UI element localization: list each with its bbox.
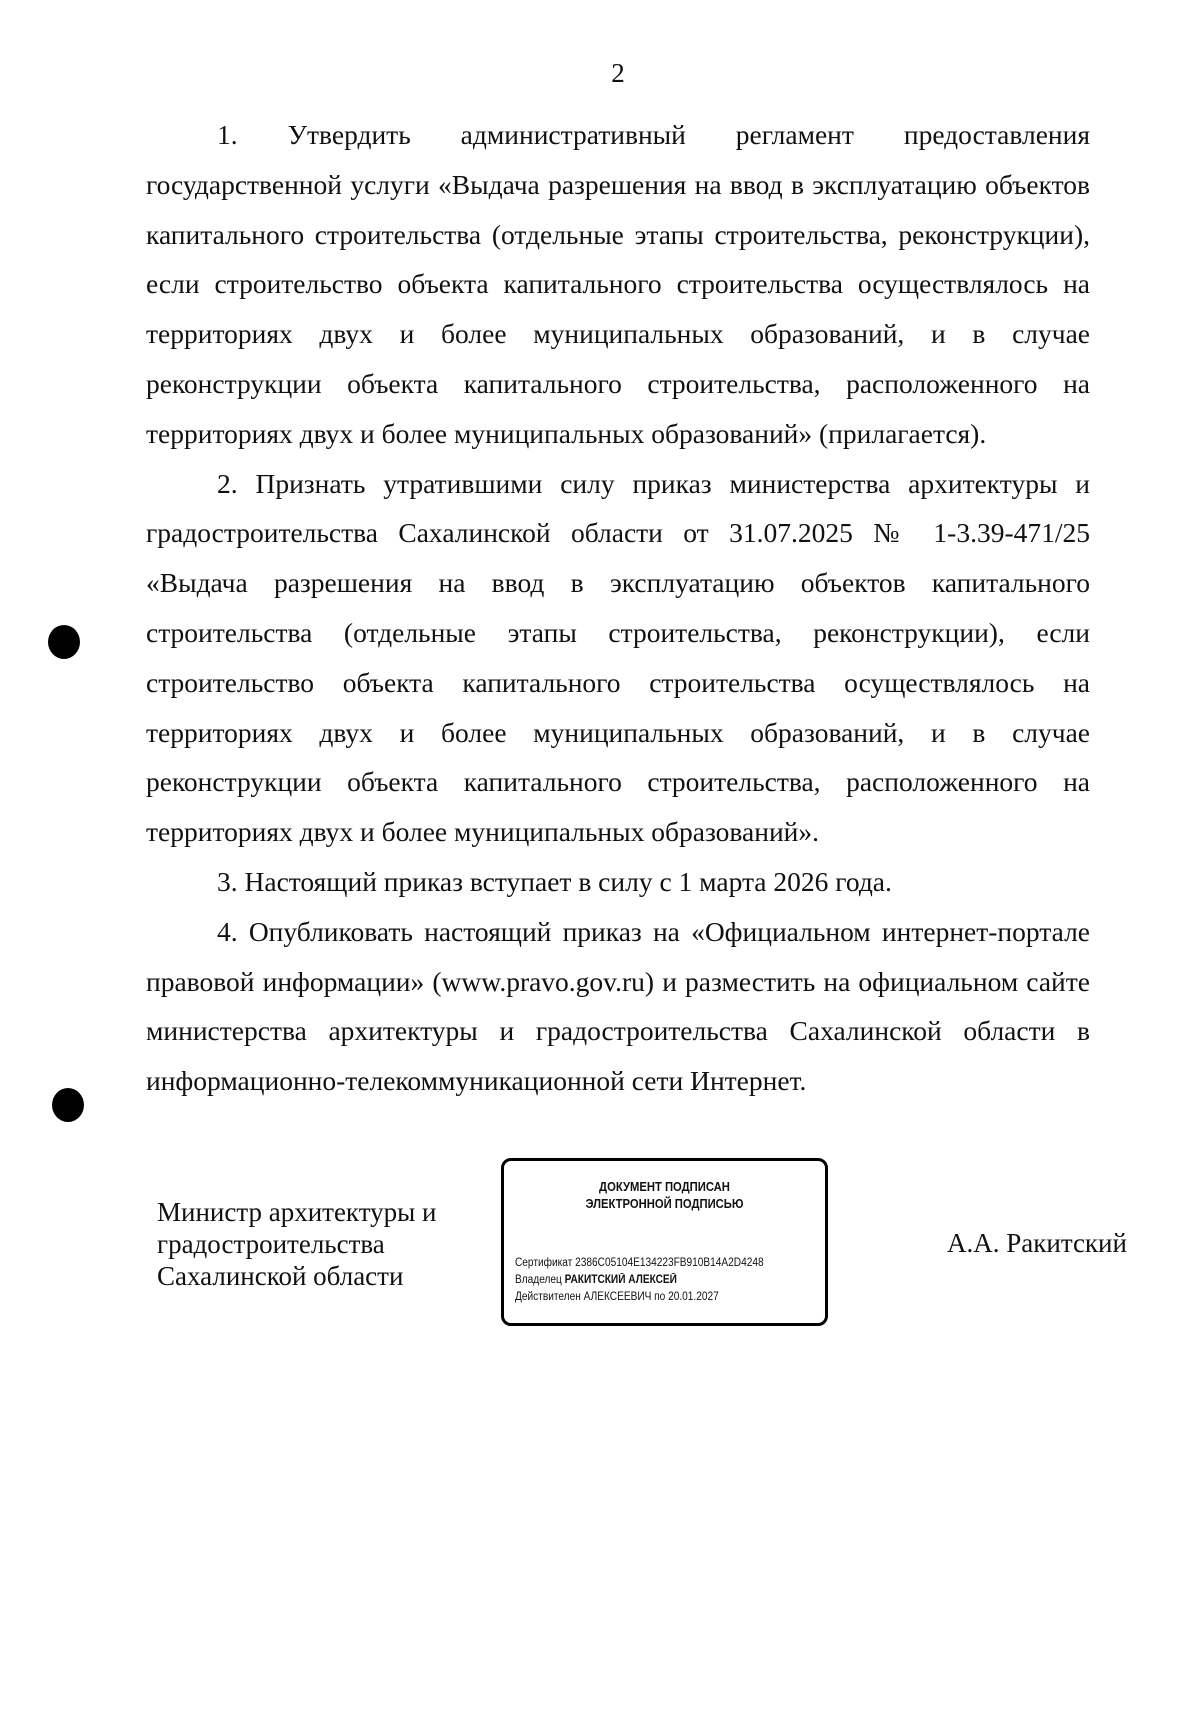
stamp-validity-line [515, 1291, 719, 1303]
electronic-signature-stamp [501, 1158, 828, 1326]
paragraph-approve-regulation: 1. Утвердить административный регламент предоставления государственной услуги «Выдача разрешения на ввод в эксплуатацию объектов капитального строительства (отдельные этапы строительства, реконструкции), если строительство объекта капитального строительства осуществлялось на территориях двух и более муниципальных образований, и в случае реконструкции объекта капитального строительства, расположенного на территориях двух и более муниципальных образований» (прилагается). [146, 119, 1090, 449]
paragraph-repeal-order: 2. Признать утратившими силу приказ министерства архитектуры и градостроительства Сахалинской области от 31.07.2025 № 1-3.39-471/25 «Выдача разрешения на ввод в эксплуатацию объектов капитального строительства (отдельные этапы строительства, реконструкции), если строительство объекта капитального строительства осуществлялось на территориях двух и более муниципальных образований, и в случае реконструкции объекта капитального строительства, расположенного на территориях двух и более муниципальных образований». [146, 467, 1090, 848]
stamp-header: ДОКУМЕНТ ПОДПИСАН ЭЛЕКТРОННОЙ ПОДПИСЬЮ [585, 1180, 744, 1211]
stamp-owner-line [515, 1274, 677, 1286]
stamp-validity-value: АЛЕКСЕЕВИЧ по 20.01.2027 [583, 1291, 719, 1303]
page-number: 2 [611, 58, 625, 88]
stamp-certificate-value: 2386C05104E134223FB910B14A2D4248 [575, 1257, 764, 1269]
signer-name: А.А. Ракитский [947, 1228, 1127, 1258]
stamp-validity-label: Действителен [515, 1291, 581, 1303]
punch-hole-mark [52, 1088, 84, 1122]
stamp-certificate-label: Сертификат [515, 1257, 573, 1269]
punch-hole-mark [48, 625, 80, 659]
paragraph-publication: 4. Опубликовать настоящий приказ на «Официальном интернет-портале правовой информации» (www.pravo.gov.ru) и разместить на официальном сайте министерства архитектуры и градостроительства Сахалинской области в информационно-телекоммуникационной сети Интернет. [146, 915, 1090, 1097]
stamp-certificate-line [515, 1257, 764, 1269]
paragraph-effective-date: 3. Настоящий приказ вступает в силу с 1 марта 2026 года. [217, 865, 892, 897]
stamp-owner-label: Владелец [515, 1274, 562, 1286]
signer-title: Министр архитектуры и градостроительства Сахалинской области [157, 1197, 437, 1291]
document-body [146, 110, 1090, 1106]
stamp-owner-value: РАКИТСКИЙ АЛЕКСЕЙ [564, 1274, 677, 1286]
